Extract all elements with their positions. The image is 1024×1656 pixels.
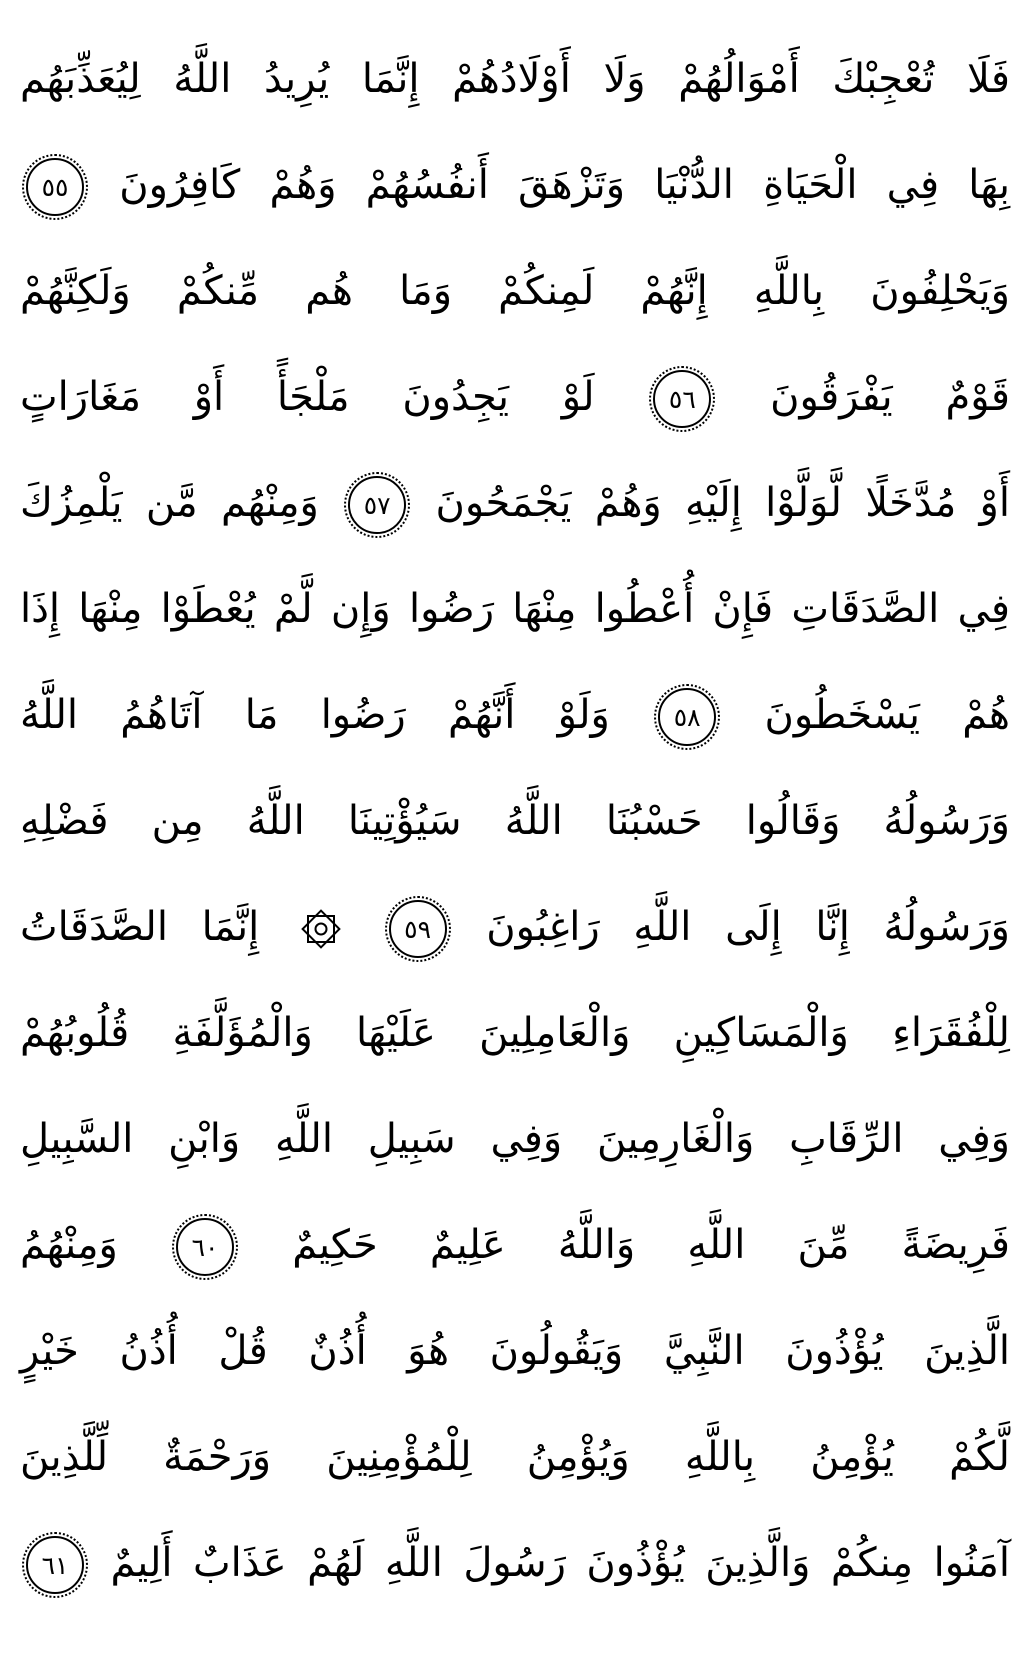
quran-line [20, 556, 1010, 662]
ayah-text: وَفِي الرِّقَابِ وَالْغَارِمِينَ وَفِي سَبِيلِ اللَّهِ وَابْنِ السَّبِيلِ [20, 1116, 1010, 1162]
verse-number-marker: ٥٩ [389, 900, 447, 958]
verse-number-marker: ٥٧ [348, 476, 406, 534]
ayah-text: قَوْمٌ يَفْرَقُونَ [770, 374, 1010, 420]
verse-number-marker: ٥٥ [26, 158, 84, 216]
rub-el-hizb-icon [297, 905, 345, 953]
quran-line [20, 132, 1010, 238]
ayah-text: لَوْ يَجِدُونَ مَلْجَأً أَوْ مَغَارَاتٍ [20, 374, 595, 420]
ayah-text: لَّكُمْ يُؤْمِنُ بِاللَّهِ وَيُؤْمِنُ لِلْمُؤْمِنِينَ وَرَحْمَةٌ لِّلَّذِينَ [20, 1434, 1010, 1480]
ayah-text: وَلَوْ أَنَّهُمْ رَضُوا مَا آتَاهُمُ اللَّهُ [20, 692, 610, 738]
ayah-text: وَمِنْهُمُ [20, 1222, 118, 1268]
verse-number-marker: ٦٠ [176, 1218, 234, 1276]
quran-line [20, 26, 1010, 132]
quran-line [20, 1510, 1010, 1616]
quran-line [20, 874, 1010, 980]
quran-line [20, 1404, 1010, 1510]
ayah-text: هُمْ يَسْخَطُونَ [764, 692, 1010, 738]
quran-line [20, 662, 1010, 768]
ayah-text: فَلَا تُعْجِبْكَ أَمْوَالُهُمْ وَلَا أَوْلَادُهُمْ إِنَّمَا يُرِيدُ اللَّهُ لِيُعَذِّبَهُم [20, 56, 1010, 102]
ayah-text: وَرَسُولُهُ وَقَالُوا حَسْبُنَا اللَّهُ سَيُؤْتِينَا اللَّهُ مِن فَضْلِهِ [20, 798, 1010, 844]
quran-line [20, 450, 1010, 556]
ayah-text: فِي الصَّدَقَاتِ فَإِنْ أُعْطُوا مِنْهَا رَضُوا وَإِن لَّمْ يُعْطَوْا مِنْهَا إِذَا [20, 586, 1010, 632]
quran-text-block [20, 26, 1010, 1616]
quran-line [20, 1192, 1010, 1298]
ayah-text: أَوْ مُدَّخَلًا لَّوَلَّوْا إِلَيْهِ وَهُمْ يَجْمَحُونَ [435, 480, 1010, 526]
quran-line [20, 768, 1010, 874]
ayah-text: إِنَّمَا الصَّدَقَاتُ [20, 904, 260, 950]
quran-line [20, 1298, 1010, 1404]
quran-line [20, 344, 1010, 450]
ayah-text: وَمِنْهُم مَّن يَلْمِزُكَ [20, 480, 319, 526]
verse-number-marker: ٦١ [26, 1536, 84, 1594]
ayah-text: فَرِيضَةً مِّنَ اللَّهِ وَاللَّهُ عَلِيمٌ حَكِيمٌ [292, 1222, 1010, 1268]
ayah-text: لِلْفُقَرَاءِ وَالْمَسَاكِينِ وَالْعَامِلِينَ عَلَيْهَا وَالْمُؤَلَّفَةِ قُلُوبُهُمْ [20, 1010, 1010, 1056]
ayah-text: وَيَحْلِفُونَ بِاللَّهِ إِنَّهُمْ لَمِنكُمْ وَمَا هُم مِّنكُمْ وَلَكِنَّهُمْ [20, 268, 1010, 314]
verse-number-marker: ٥٨ [658, 688, 716, 746]
ayah-text: بِهَا فِي الْحَيَاةِ الدُّنْيَا وَتَزْهَقَ أَنفُسُهُمْ وَهُمْ كَافِرُونَ [119, 162, 1010, 208]
quran-line [20, 980, 1010, 1086]
ayah-text: الَّذِينَ يُؤْذُونَ النَّبِيَّ وَيَقُولُونَ هُوَ أُذُنٌ قُلْ أُذُنُ خَيْرٍ [20, 1328, 1010, 1374]
ayah-text: وَرَسُولُهُ إِنَّا إِلَى اللَّهِ رَاغِبُونَ [486, 904, 1010, 950]
quran-line [20, 238, 1010, 344]
quran-line [20, 1086, 1010, 1192]
verse-number-marker: ٥٦ [653, 370, 711, 428]
ayah-text: آمَنُوا مِنكُمْ وَالَّذِينَ يُؤْذُونَ رَسُولَ اللَّهِ لَهُمْ عَذَابٌ أَلِيمٌ [110, 1540, 1010, 1586]
